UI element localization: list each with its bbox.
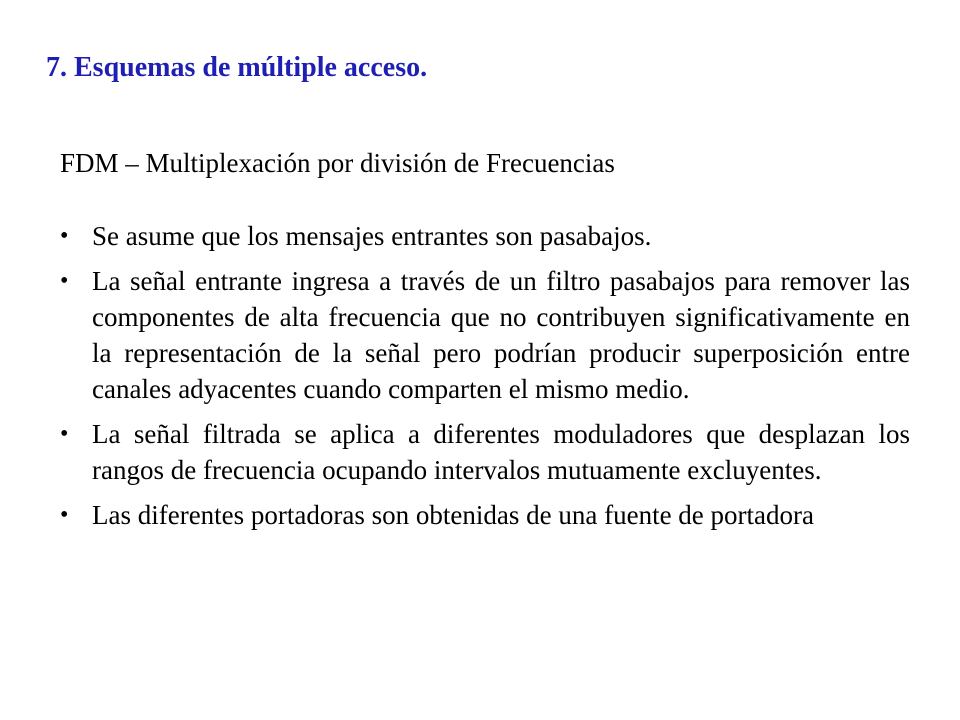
bullet-text: Se asume que los mensajes entrantes son pasabajos.: [92, 221, 652, 251]
bullet-icon: •: [60, 268, 69, 294]
bullet-text: Las diferentes portadoras son obtenidas de una fuente de portadora: [92, 500, 814, 530]
bullet-list: [60, 218, 910, 533]
section-subtitle: FDM – Multiplexación por división de Frecuencias: [60, 148, 615, 178]
bullet-text: La señal filtrada se aplica a diferentes moduladores que desplazan los rangos de frecuencia ocupando intervalos mutuamente excluyentes.: [92, 419, 910, 485]
bullet-item: [60, 497, 910, 533]
bullet-item: [60, 416, 910, 488]
bullet-text: La señal entrante ingresa a través de un filtro pasabajos para remover las componentes de alta frecuencia que no contribuyen significativamente en la representación de la señal pero podrían producir superposición entre canales adyacentes cuando comparten el mismo medio.: [92, 266, 910, 404]
bullet-icon: •: [60, 502, 69, 528]
bullet-icon: •: [60, 223, 69, 249]
bullet-item: [60, 263, 910, 407]
bullet-icon: •: [60, 421, 69, 447]
bullet-item: [60, 218, 910, 254]
slide-title: 7. Esquemas de múltiple acceso.: [46, 52, 428, 83]
